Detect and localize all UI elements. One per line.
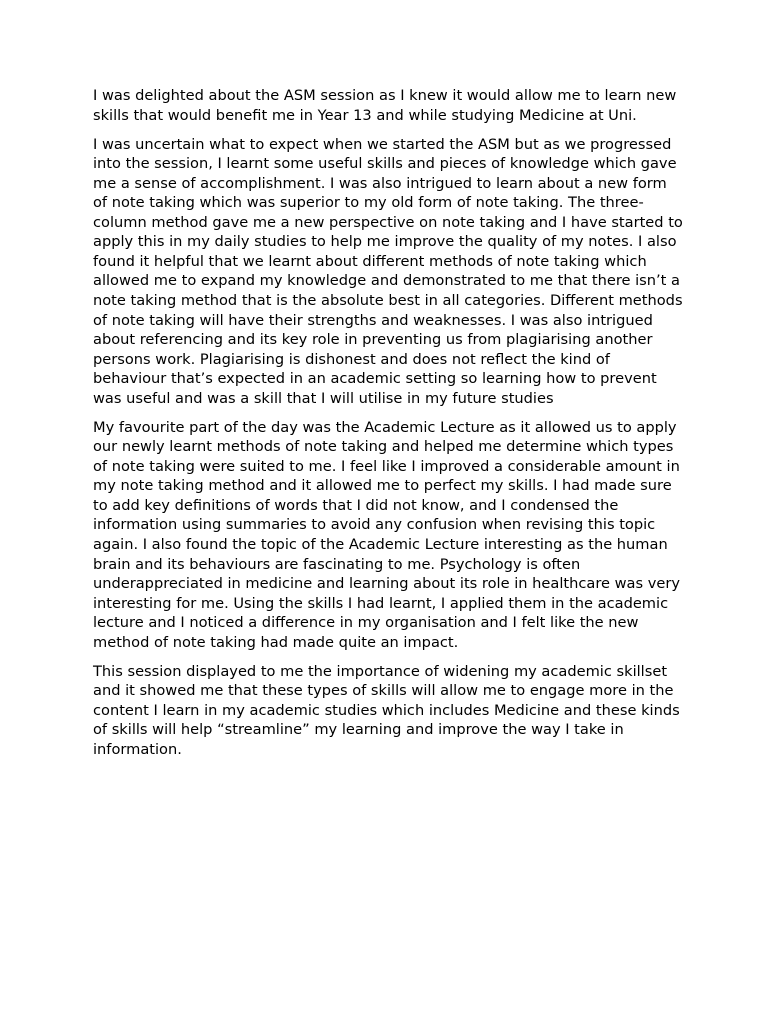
paragraph-2: I was uncertain what to expect when we started the ASM but as we progressed into the session, I learnt some useful skills and pieces of knowledge which gave me a sense of accomplishment. I was also intrigued to learn about a new form of note taking which was superior to my old form of note taking. The three-column method gave me a new perspective on note taking and I have started to apply this in my daily studies to help me improve the quality of my notes. I also found it helpful that we learnt about different methods of note taking which allowed me to expand my knowledge and demonstrated to me that there isn’t a note taking method that is the absolute best in all categories. Different methods of note taking will have their strengths and weaknesses. I was also intrigued about referencing and its key role in preventing us from plagiarising another persons work. Plagiarising is dishonest and does not reflect the kind of behaviour that’s expected in an academic setting so learning how to prevent was useful and was a skill that I will utilise in my future studies [93,135,683,407]
paragraph-3: My favourite part of the day was the Academic Lecture as it allowed us to apply our newly learnt methods of note taking and helped me determine which types of note taking were suited to me. I feel like I improved a considerable amount in my note taking method and it allowed me to perfect my skills. I had made sure to add key definitions of words that I did not know, and I condensed the information using summaries to avoid any confusion when revising this topic again. I also found the topic of the Academic Lecture interesting as the human brain and its behaviours are fascinating to me. Psychology is often underappreciated in medicine and learning about its role in healthcare was very interesting for me. Using the skills I had learnt, I applied them in the academic lecture and I noticed a difference in my organisation and I felt like the new method of note taking had made quite an impact. [93,418,680,651]
paragraph-4: This session displayed to me the importance of widening my academic skillset and it showed me that these types of skills will allow me to engage more in the content I learn in my academic studies which includes Medicine and these kinds of skills will help “streamline” my learning and improve the way I take in information. [93,662,680,758]
paragraph-1: I was delighted about the ASM session as I knew it would allow me to learn new skills that would benefit me in Year 13 and while studying Medicine at Uni. [93,87,677,124]
document-body [93,86,683,769]
